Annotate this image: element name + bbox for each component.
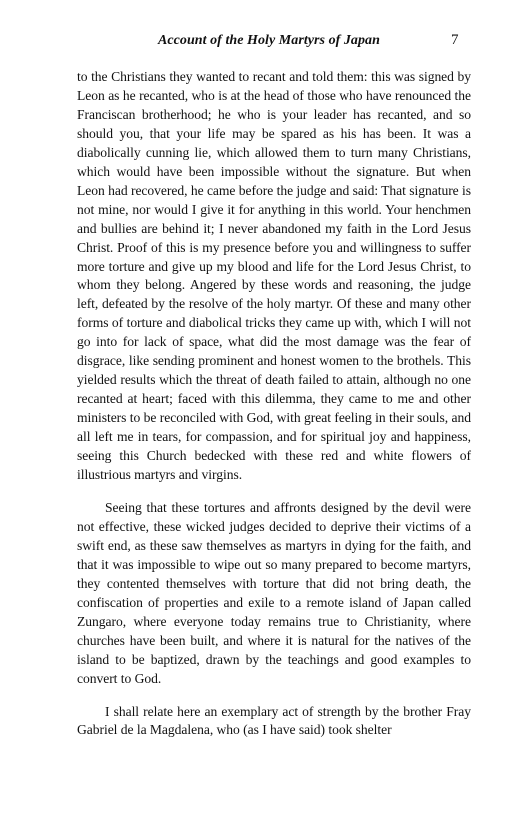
body-text [77, 68, 471, 754]
paragraph-fray-gabriel: I shall relate here an exemplary act of strength by the brother Fray Gabriel de la Magdalena, who (as I have said) took shelter [77, 703, 471, 738]
paragraph-continued: to the Christians they wanted to recant and told them: this was signed by Leon as he recanted, who is at the head of those who have renounced the Franciscan brotherhood; he who is your leader has recanted, and so should you, that your life may be spared as his has been. It was a diabolically cunning lie, which allowed them to turn many Christians, which would have been impossible without the signature. But when Leon had recovered, he came before the judge and said: That signature is not mine, nor would I give it for anything in this world. Your henchmen and bullies are behind it; I never abandoned my faith in the Lord Jesus Christ. Proof of this is my presence before you and willingness to suffer more torture and give up my blood and life for the Lord Jesus Christ, to whom they belong. Angered by these words and reasoning, the judge left, defeated by the resolve of the holy martyr. Of these and many other forms of torture and diabolical tricks they came up with, which I will not go into for lack of space, what did the most damage was the fear of disgrace, like sending prominent and honest women to the brothels. This yielded results which the threat of death failed to attain, although no one recanted at heart; faced with this dilemma, they came to me and other ministers to be reconciled with God, with great feeling in their souls, and all left me in tears, for compassion, and for spiritual joy and happiness, seeing this Church bedecked with these red and white flowers of illustrious martyrs and virgins. [77, 69, 471, 483]
running-title: Account of the Holy Martyrs of Japan [158, 33, 380, 48]
page-header [0, 33, 528, 55]
page-number: 7 [451, 32, 459, 48]
paragraph-tortures: Seeing that these tortures and affronts designed by the devil were not effective, these wicked judges decided to deprive their victims of a swift end, as these saw themselves as martyrs in dying for the faith, and that it was impossible to wipe out so many prepared to become martyrs, they contented themselves with torture that did not bring death, the confiscation of properties and exile to a remote island of Japan called Zungaro, where everyone today remains true to Christianity, where churches have been built, and where it is natural for the natives of the island to be baptized, drawn by the teachings and good examples to convert to God. [77, 499, 471, 686]
